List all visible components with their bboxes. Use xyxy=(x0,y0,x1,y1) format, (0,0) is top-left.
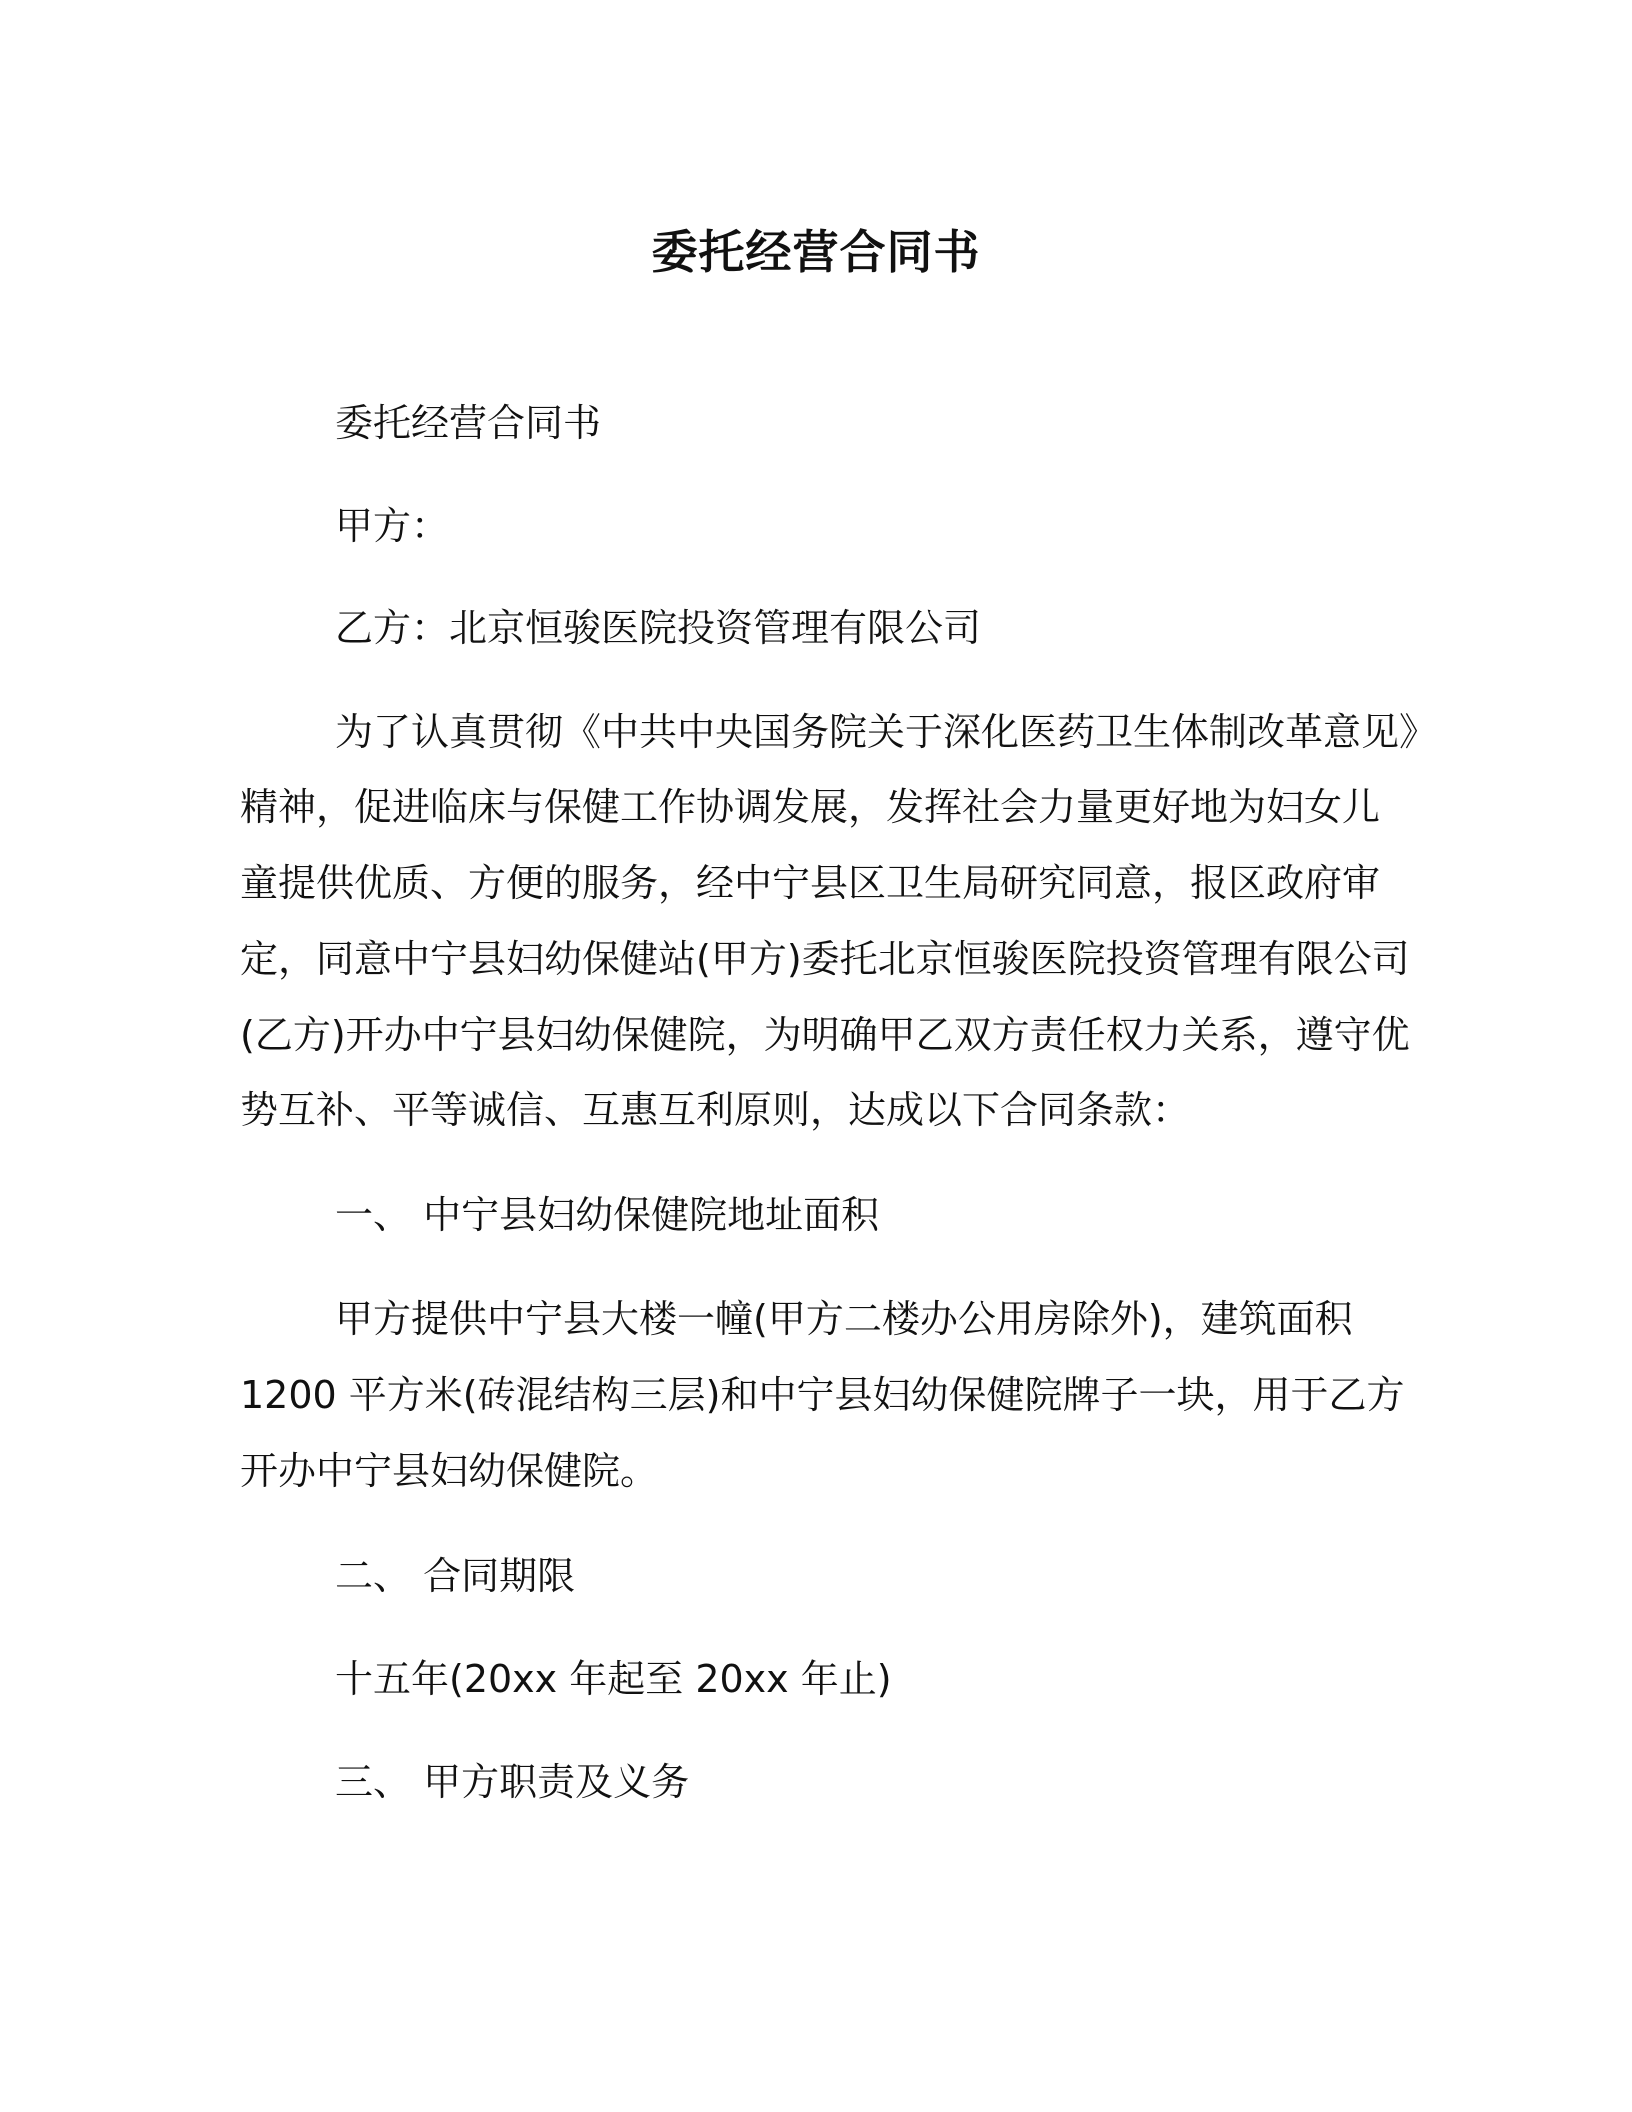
section-heading: 二、 合同期限 xyxy=(335,1554,576,1598)
section-body-line: 1200 平方米(砖混结构三层)和中宁县妇幼保健院牌子一块，用于乙方 xyxy=(240,1373,1405,1417)
section-heading: 三、 甲方职责及义务 xyxy=(335,1760,690,1804)
preamble-line: 精神，促进临床与保健工作协调发展，发挥社会力量更好地为妇女儿 xyxy=(240,785,1381,829)
section-body-line: 甲方提供中宁县大楼一幢(甲方二楼办公用房除外)，建筑面积 xyxy=(335,1297,1353,1341)
party-a-label: 甲方： xyxy=(335,504,450,548)
section-body-line: 开办中宁县妇幼保健院。 xyxy=(240,1449,659,1493)
document-subtitle: 委托经营合同书 xyxy=(335,401,602,445)
document-title: 委托经营合同书 xyxy=(651,225,981,279)
preamble-line: 势互补、平等诚信、互惠互利原则，达成以下合同条款： xyxy=(240,1088,1191,1132)
preamble-line: 为了认真贯彻《中共中央国务院关于深化医药卫生体制改革意见》 xyxy=(335,710,1438,754)
preamble-line: (乙方)开办中宁县妇幼保健院，为明确甲乙双方责任权力关系，遵守优 xyxy=(240,1013,1410,1057)
preamble-line: 定，同意中宁县妇幼保健站(甲方)委托北京恒骏医院投资管理有限公司 xyxy=(240,937,1410,981)
section-heading: 一、 中宁县妇幼保健院地址面积 xyxy=(335,1193,880,1237)
preamble-line: 童提供优质、方便的服务，经中宁县区卫生局研究同意，报区政府审 xyxy=(240,861,1381,905)
party-b-line: 乙方：北京恒骏医院投资管理有限公司 xyxy=(335,606,982,650)
section-body-line: 十五年(20xx 年起至 20xx 年止) xyxy=(335,1657,892,1701)
